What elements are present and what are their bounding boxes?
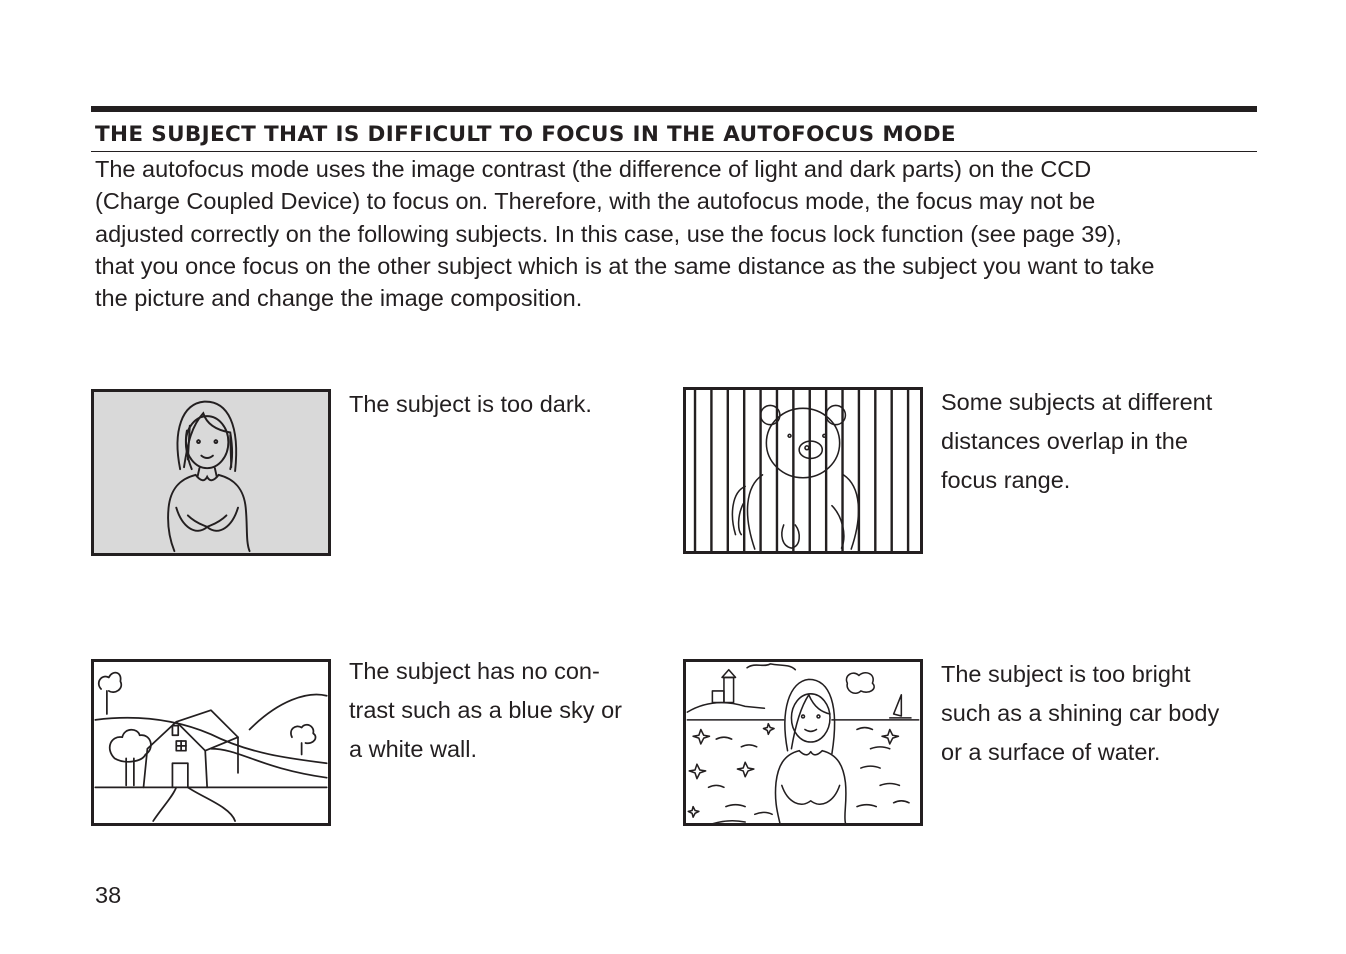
girl-drawing [94,392,328,553]
caption-line: The subject has no con- [349,658,600,684]
dark-subject-illustration [91,389,331,556]
house-landscape-drawing [94,662,328,823]
overlap-subject-illustration [683,387,923,554]
top-rule [91,106,1257,112]
caption-line: trast such as a blue sky or [349,697,622,723]
intro-line: (Charge Coupled Device) to focus on. Therefore, with the autofocus mode, the focus may not be [95,188,1096,215]
caption-line: or a surface of water. [941,739,1161,765]
bright-subject-caption [941,655,1219,772]
intro-line: that you once focus on the other subject which is at the same distance as the subject you want to take [95,252,1155,279]
caption-line: distances overlap in the [941,428,1188,454]
intro-line: adjusted correctly on the following subjects. In this case, use the focus lock function (see page 39), [95,220,1122,247]
dark-subject-caption [349,385,592,424]
bear-behind-bars-drawing [686,390,920,551]
intro-line: the picture and change the image composition. [95,285,583,312]
overlap-subject-caption [941,383,1212,500]
caption-line: Some subjects at different [941,389,1213,415]
caption-line: The subject is too dark. [349,391,592,417]
intro-paragraph [95,153,1265,314]
caption-line: focus range. [941,467,1071,493]
no-contrast-caption [349,652,622,769]
heading-underline [91,151,1257,152]
caption-line: a white wall. [349,736,477,762]
intro-line: The autofocus mode uses the image contrast (the difference of light and dark parts) on the CCD [95,156,1092,182]
section-heading: THE SUBJECT THAT IS DIFFICULT TO FOCUS IN THE AUTOFOCUS MODE [95,122,956,147]
page-number: 38 [95,882,122,908]
caption-line: such as a shining car body [941,700,1220,726]
caption-line: The subject is too bright [941,661,1191,687]
no-contrast-illustration [91,659,331,826]
girl-by-sea-drawing [686,662,920,823]
bright-subject-illustration [683,659,923,826]
